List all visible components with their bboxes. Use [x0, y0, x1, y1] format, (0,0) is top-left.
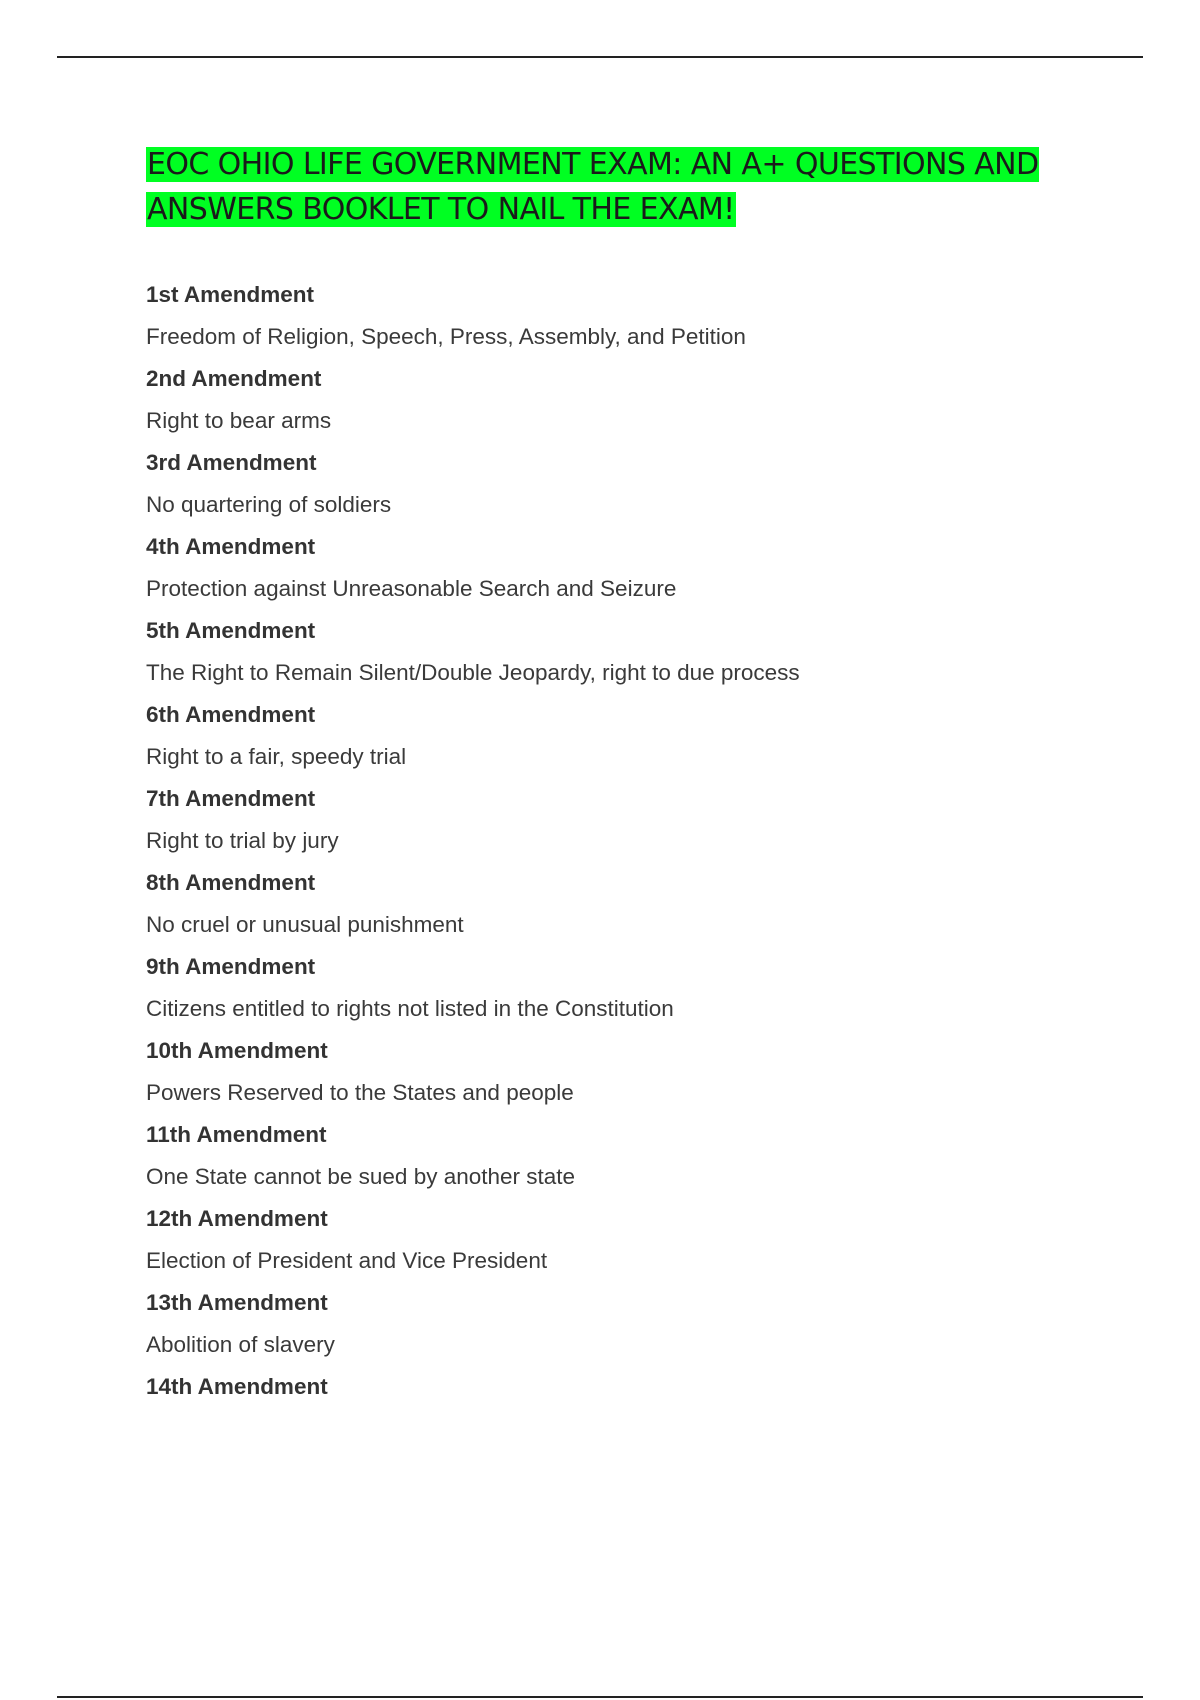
term: 10th Amendment	[146, 1038, 328, 1063]
definition: No quartering of soldiers	[146, 492, 392, 517]
list-item	[146, 1114, 1106, 1198]
list-item	[146, 526, 1106, 610]
list-item	[146, 358, 1106, 442]
list-item	[146, 694, 1106, 778]
term: 4th Amendment	[146, 534, 316, 559]
definition: Abolition of slavery	[146, 1332, 335, 1357]
list-item	[146, 1282, 1106, 1366]
definition: Protection against Unreasonable Search and Seizure	[146, 576, 677, 601]
list-item	[146, 610, 1106, 694]
definition: Right to a fair, speedy trial	[146, 744, 407, 769]
definition: Freedom of Religion, Speech, Press, Assembly, and Petition	[146, 324, 746, 349]
list-item	[146, 1198, 1106, 1282]
header-rule	[57, 56, 1143, 58]
term: 8th Amendment	[146, 870, 316, 895]
document-title	[146, 142, 1076, 232]
definition: Powers Reserved to the States and people	[146, 1080, 574, 1105]
term: 11th Amendment	[146, 1122, 327, 1147]
list-item	[146, 274, 1106, 358]
list-item	[146, 946, 1106, 1030]
list-item	[146, 442, 1106, 526]
term: 6th Amendment	[146, 702, 316, 727]
definition: Election of President and Vice President	[146, 1248, 548, 1273]
title-highlight: EOC OHIO LIFE GOVERNMENT EXAM: AN A+ QUESTIONS AND ANSWERS BOOKLET TO NAIL THE EXAM!	[147, 147, 1039, 227]
term: 12th Amendment	[146, 1206, 328, 1231]
definition: Citizens entitled to rights not listed in the Constitution	[146, 996, 674, 1021]
footer-rule	[57, 1696, 1143, 1698]
list-item	[146, 1366, 1106, 1407]
definition: No cruel or unusual punishment	[146, 912, 464, 937]
qa-list	[146, 274, 1106, 1407]
term: 1st Amendment	[146, 282, 314, 307]
term: 14th Amendment	[146, 1374, 328, 1399]
term: 13th Amendment	[146, 1290, 328, 1315]
list-item	[146, 778, 1106, 862]
term: 3rd Amendment	[146, 450, 317, 475]
term: 7th Amendment	[146, 786, 316, 811]
definition: Right to trial by jury	[146, 828, 339, 853]
definition: Right to bear arms	[146, 408, 332, 433]
definition: One State cannot be sued by another state	[146, 1164, 576, 1189]
term: 5th Amendment	[146, 618, 316, 643]
term: 9th Amendment	[146, 954, 316, 979]
term: 2nd Amendment	[146, 366, 322, 391]
list-item	[146, 1030, 1106, 1114]
list-item	[146, 862, 1106, 946]
definition: The Right to Remain Silent/Double Jeopardy, right to due process	[146, 660, 800, 685]
